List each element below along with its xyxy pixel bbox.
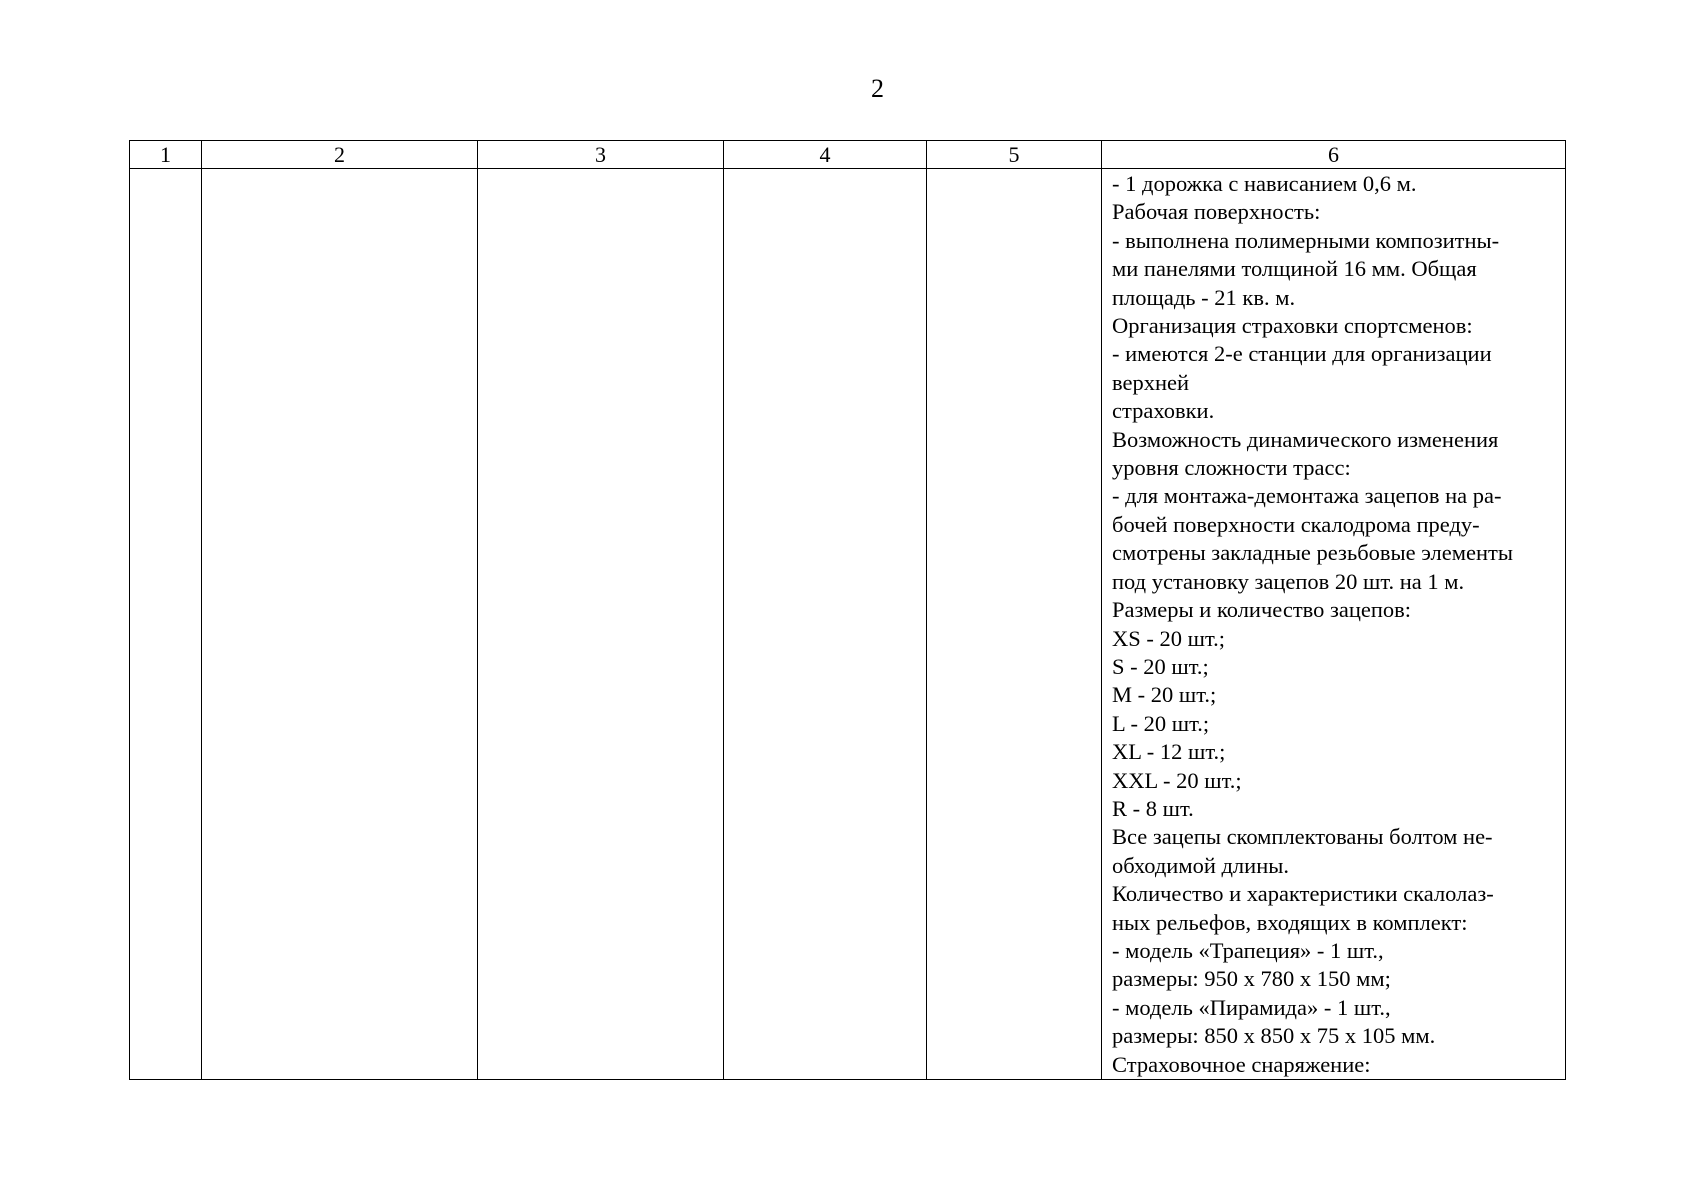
description-line: площадь - 21 кв. м. [1112,284,1296,310]
description-line: Организация страховки спортсменов: [1112,313,1473,339]
description-line: обходимой длины. [1112,852,1289,878]
description-line: Возможность динамического изменения [1112,426,1499,452]
cell-col-1 [130,169,202,1080]
column-header-6: 6 [1102,141,1566,169]
description-line: - модель «Трапеция» - 1 шт., [1112,937,1384,963]
description-line: под установку зацепов 20 шт. на 1 м. [1112,568,1465,594]
column-header-2: 2 [202,141,478,169]
specification-table [129,140,1566,1080]
description-line: ми панелями толщиной 16 мм. Общая [1112,256,1477,282]
description-line: Размеры и количество зацепов: [1112,597,1412,623]
description-line: верхней [1112,369,1190,395]
cell-col-4 [724,169,927,1080]
cell-col-6-description [1102,169,1566,1080]
description-line: бочей поверхности скалодрома преду- [1112,511,1480,537]
description-line: уровня сложности трасс: [1112,455,1351,481]
description-line: - 1 дорожка с нависанием 0,6 м. [1112,171,1417,196]
cell-col-3 [478,169,724,1080]
description-line: смотрены закладные резьбовые элементы [1112,540,1513,566]
description-line: Страховочное снаряжение: [1112,1051,1371,1077]
description-line: M - 20 шт.; [1112,682,1217,708]
description-line: размеры: 850 х 850 х 75 х 105 мм. [1112,1023,1436,1049]
column-header-3: 3 [478,141,724,169]
description-line: XXL - 20 шт.; [1112,767,1242,793]
header-row [130,141,1566,169]
description-line: L - 20 шт.; [1112,710,1210,736]
table-row [130,169,1566,1080]
description-line: ных рельефов, входящих в комплект: [1112,909,1468,935]
description-line: R - 8 шт. [1112,795,1194,821]
description-line: S - 20 шт.; [1112,653,1209,679]
column-header-4: 4 [724,141,927,169]
column-header-1: 1 [130,141,202,169]
description-line: - имеются 2-е станции для организации [1112,341,1492,367]
description-line: - для монтажа-демонтажа зацепов на ра- [1112,483,1502,509]
column-header-5: 5 [927,141,1102,169]
description-line: Количество и характеристики скалолаз- [1112,881,1494,907]
cell-col-2 [202,169,478,1080]
description-line: Все зацепы скомплектованы болтом не- [1112,824,1493,850]
description-line: - модель «Пирамида» - 1 шт., [1112,994,1391,1020]
description-line: размеры: 950 х 780 х 150 мм; [1112,966,1391,992]
description-line: XS - 20 шт.; [1112,625,1225,651]
description-line: страховки. [1112,398,1215,424]
cell-col-5 [927,169,1102,1080]
description-line: - выполнена полимерными композитны- [1112,227,1500,253]
description-line: Рабочая поверхность: [1112,199,1321,225]
description-line: XL - 12 шт.; [1112,739,1226,765]
page-number: 2 [871,74,884,103]
